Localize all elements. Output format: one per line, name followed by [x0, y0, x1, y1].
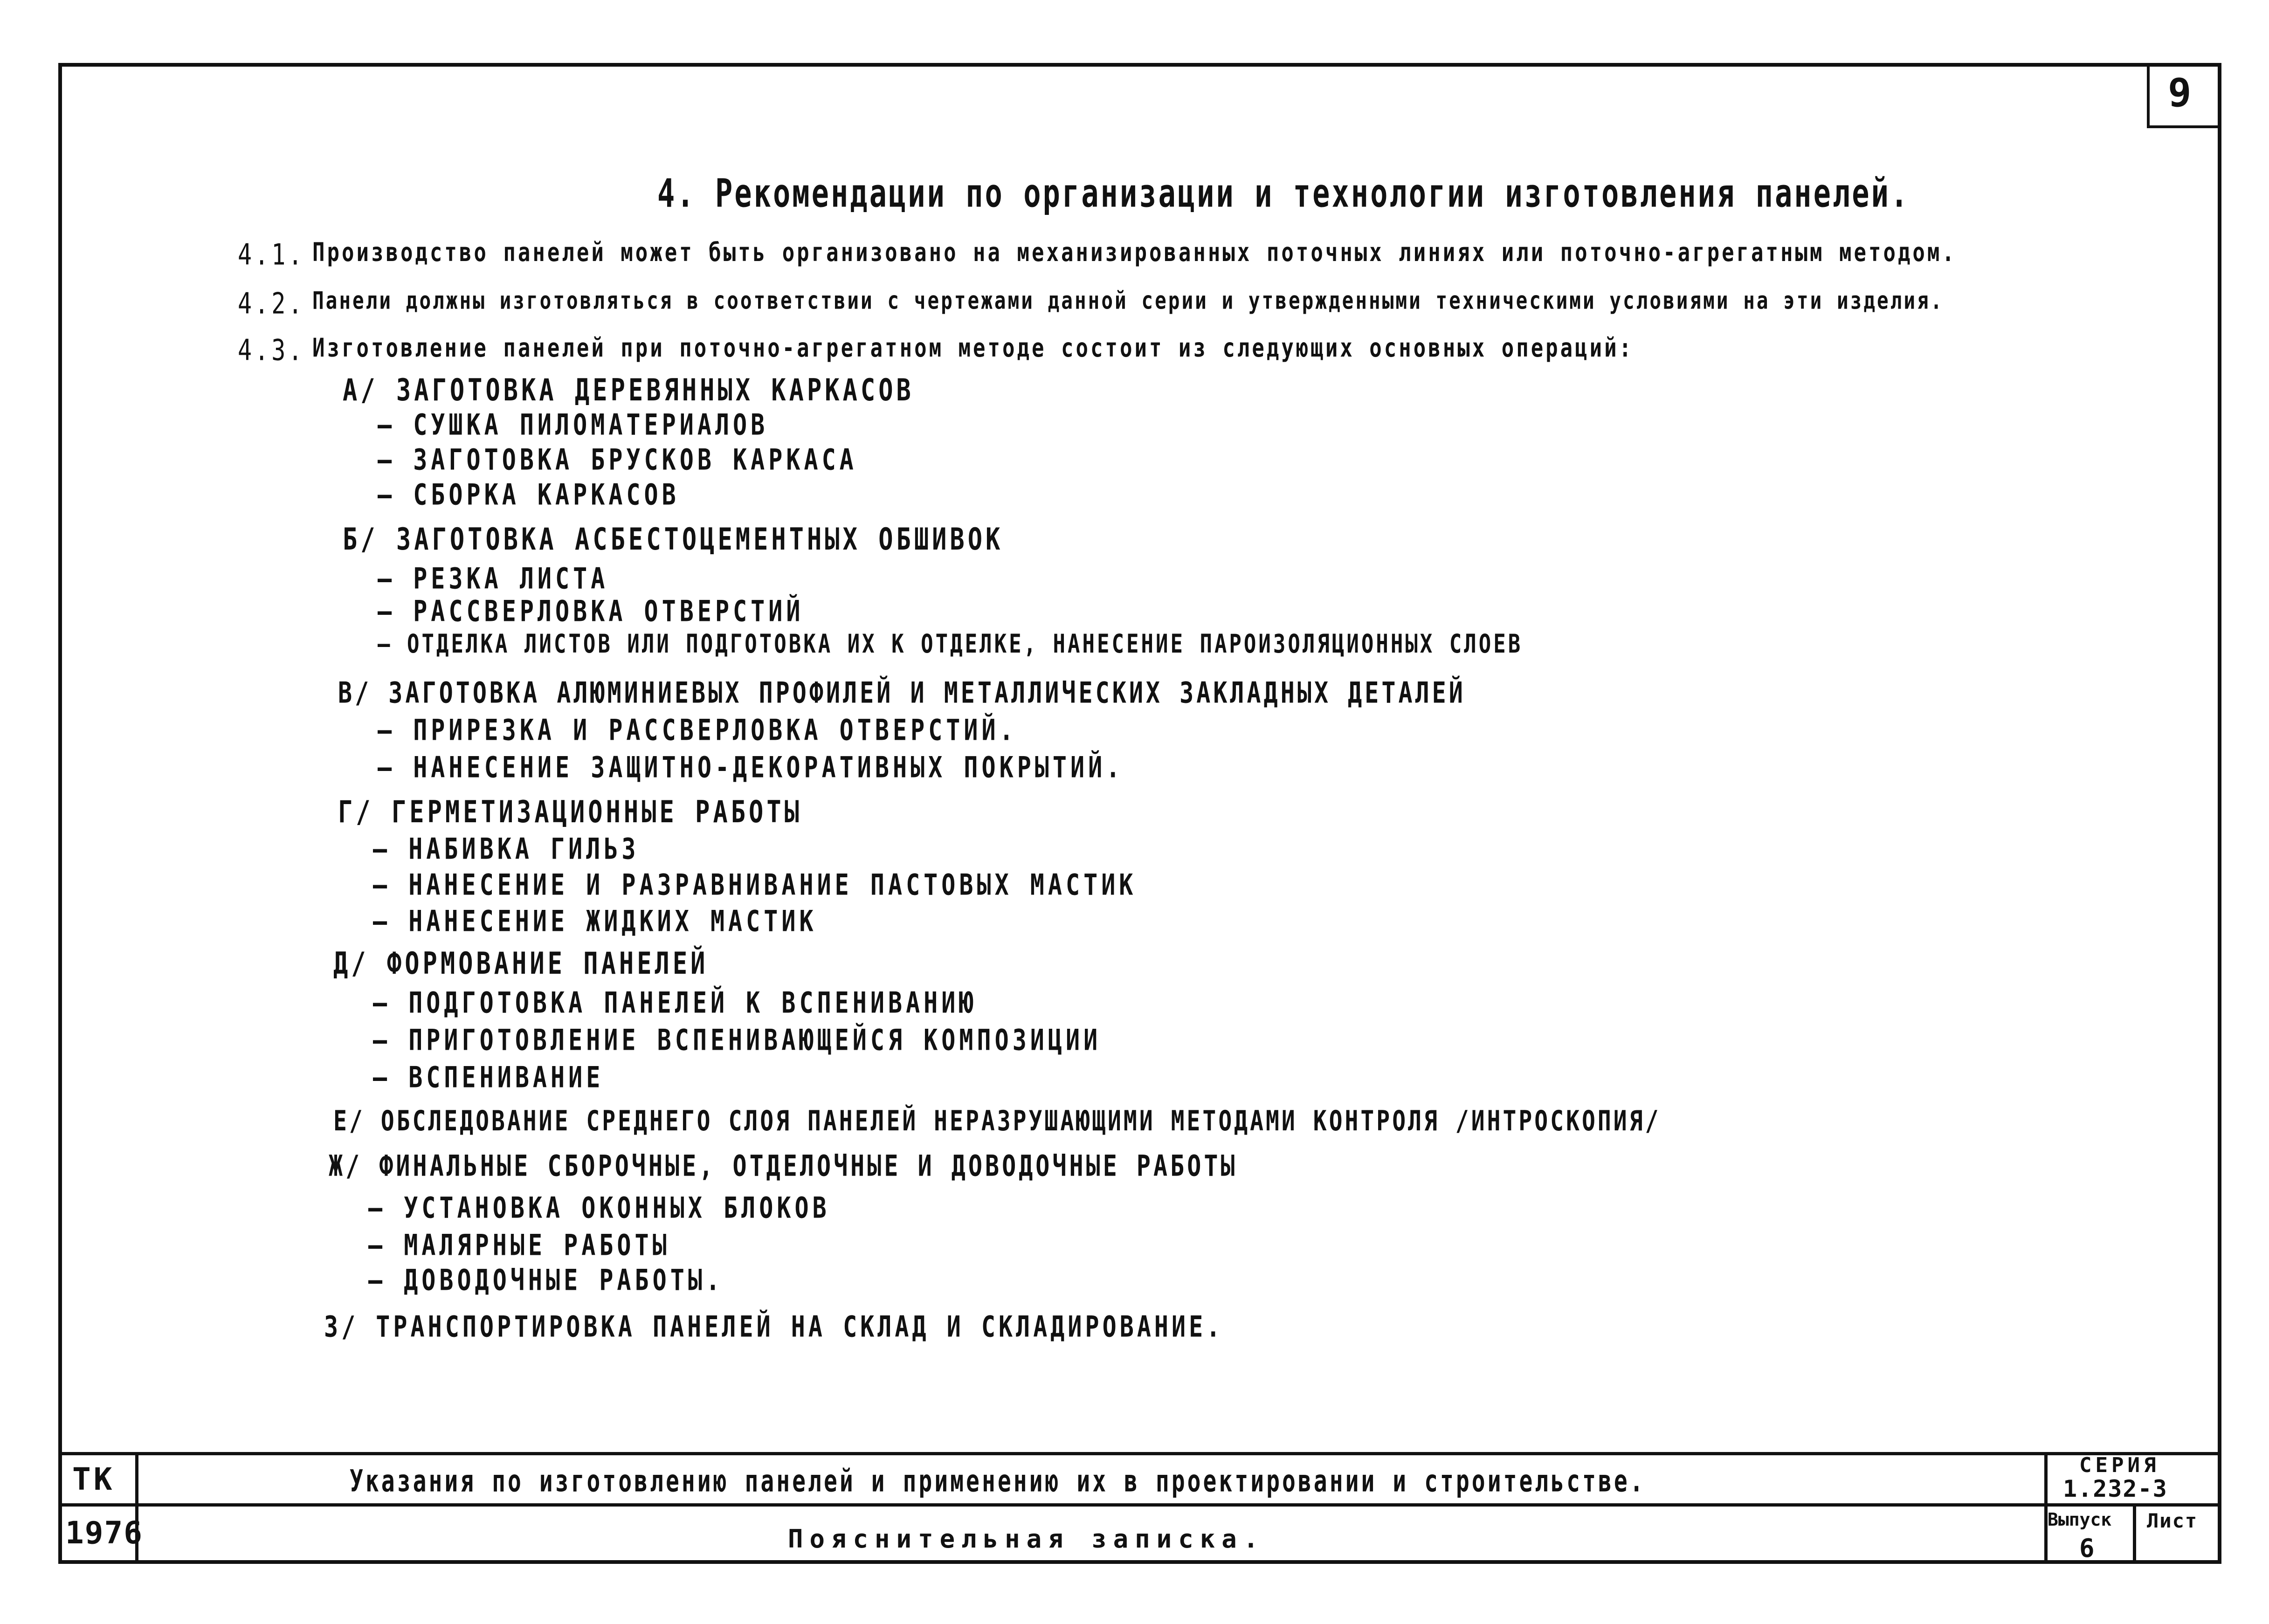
- list-item: — УСТАНОВКА ОКОННЫХ БЛОКОВ: [368, 1191, 830, 1225]
- section-title: З/ ТРАНСПОРТИРОВКА ПАНЕЛЕЙ НА СКЛАД И СКЛАДИРОВАНИЕ.: [324, 1310, 1224, 1344]
- paragraph-text: Панели должны изготовляться в соответствии с чертежами данной серии и утвержденными техническими условиями на эти изделия.: [312, 287, 1944, 315]
- section-title: Ж/ ФИНАЛЬНЫЕ СБОРОЧНЫЕ, ОТДЕЛОЧНЫЕ И ДОВОДОЧНЫЕ РАБОТЫ: [329, 1149, 1238, 1183]
- list-item: — ПРИРЕЗКА И РАССВЕРЛОВКА ОТВЕРСТИЙ.: [378, 713, 1017, 747]
- list-item: — НАНЕСЕНИЕ И РАЗРАВНИВАНИЕ ПАСТОВЫХ МАСТИК: [373, 868, 1137, 902]
- title-block-middle-rule: [58, 1503, 2221, 1507]
- issue-sheet-divider: [2133, 1503, 2136, 1564]
- paragraph-number: 4.1.: [238, 238, 305, 272]
- list-item: — ОТДЕЛКА ЛИСТОВ ИЛИ ПОДГОТОВКА ИХ К ОТДЕЛКЕ, НАНЕСЕНИЕ ПАРОИЗОЛЯЦИОННЫХ СЛОЕВ: [378, 629, 1523, 659]
- list-item: — НАНЕСЕНИЕ ЗАЩИТНО-ДЕКОРАТИВНЫХ ПОКРЫТИЙ.: [378, 750, 1124, 784]
- year: 1976: [65, 1515, 143, 1551]
- list-item: — НАНЕСЕНИЕ ЖИДКИХ МАСТИК: [373, 904, 817, 938]
- series-label: СЕРИЯ: [2079, 1453, 2160, 1477]
- title-block-right-divider: [2044, 1452, 2048, 1564]
- list-item: — РАССВЕРЛОВКА ОТВЕРСТИЙ: [378, 594, 804, 628]
- paragraph-number: 4.3.: [238, 333, 305, 367]
- paragraph-text: Производство панелей может быть организовано на механизированных поточных линиях или поточно-агрегатным методом.: [312, 238, 1957, 268]
- series-value: 1.232-3: [2063, 1475, 2168, 1502]
- list-item: — РЕЗКА ЛИСТА: [378, 562, 609, 596]
- list-item: — ДОВОДОЧНЫЕ РАБОТЫ.: [368, 1263, 724, 1297]
- sheet-number: 9: [2168, 70, 2192, 116]
- paragraph-number: 4.2.: [238, 287, 305, 321]
- list-item: — ПРИГОТОВЛЕНИЕ ВСПЕНИВАЮЩЕЙСЯ КОМПОЗИЦИИ: [373, 1023, 1102, 1057]
- section-title: Е/ ОБСЛЕДОВАНИЕ СРЕДНЕГО СЛОЯ ПАНЕЛЕЙ НЕРАЗРУШАЮЩИМИ МЕТОДАМИ КОНТРОЛЯ /ИНТРОСКОПИЯ/: [333, 1105, 1661, 1137]
- list-item: — СУШКА ПИЛОМАТЕРИАЛОВ: [378, 408, 769, 442]
- list-item: — ПОДГОТОВКА ПАНЕЛЕЙ К ВСПЕНИВАНИЮ: [373, 986, 977, 1020]
- list-item: — МАЛЯРНЫЕ РАБОТЫ: [368, 1228, 670, 1262]
- paragraph-text: Изготовление панелей при поточно-агрегатном методе состоит из следующих основных операций:: [312, 333, 1634, 363]
- issue-label: Выпуск: [2048, 1509, 2112, 1530]
- list-item: — СБОРКА КАРКАСОВ: [378, 478, 680, 512]
- section-heading: 4. Рекомендации по организации и технологии изготовления панелей.: [657, 170, 1910, 216]
- document-subtitle: Пояснительная записка.: [788, 1524, 1265, 1554]
- section-title: Б/ ЗАГОТОВКА АСБЕСТОЦЕМЕНТНЫХ ОБШИВОК: [343, 522, 1004, 557]
- section-title: Д/ ФОРМОВАНИЕ ПАНЕЛЕЙ: [333, 946, 709, 981]
- list-item: — ВСПЕНИВАНИЕ: [373, 1060, 604, 1094]
- section-title: А/ ЗАГОТОВКА ДЕРЕВЯННЫХ КАРКАСОВ: [343, 373, 914, 408]
- issue-value: 6: [2079, 1534, 2096, 1563]
- title-block-top-rule: [58, 1452, 2221, 1455]
- section-title: В/ ЗАГОТОВКА АЛЮМИНИЕВЫХ ПРОФИЛЕЙ И МЕТАЛЛИЧЕСКИХ ЗАКЛАДНЫХ ДЕТАЛЕЙ: [338, 676, 1466, 710]
- document-title: Указания по изготовлению панелей и применению их в проектировании и строительстве.: [350, 1464, 1646, 1499]
- list-item: — НАБИВКА ГИЛЬЗ: [373, 832, 640, 866]
- section-title: Г/ ГЕРМЕТИЗАЦИОННЫЕ РАБОТЫ: [338, 795, 802, 830]
- list-item: — ЗАГОТОВКА БРУСКОВ КАРКАСА: [378, 443, 857, 477]
- sheet-label: Лист: [2147, 1509, 2198, 1532]
- organization-code: ТК: [72, 1461, 115, 1497]
